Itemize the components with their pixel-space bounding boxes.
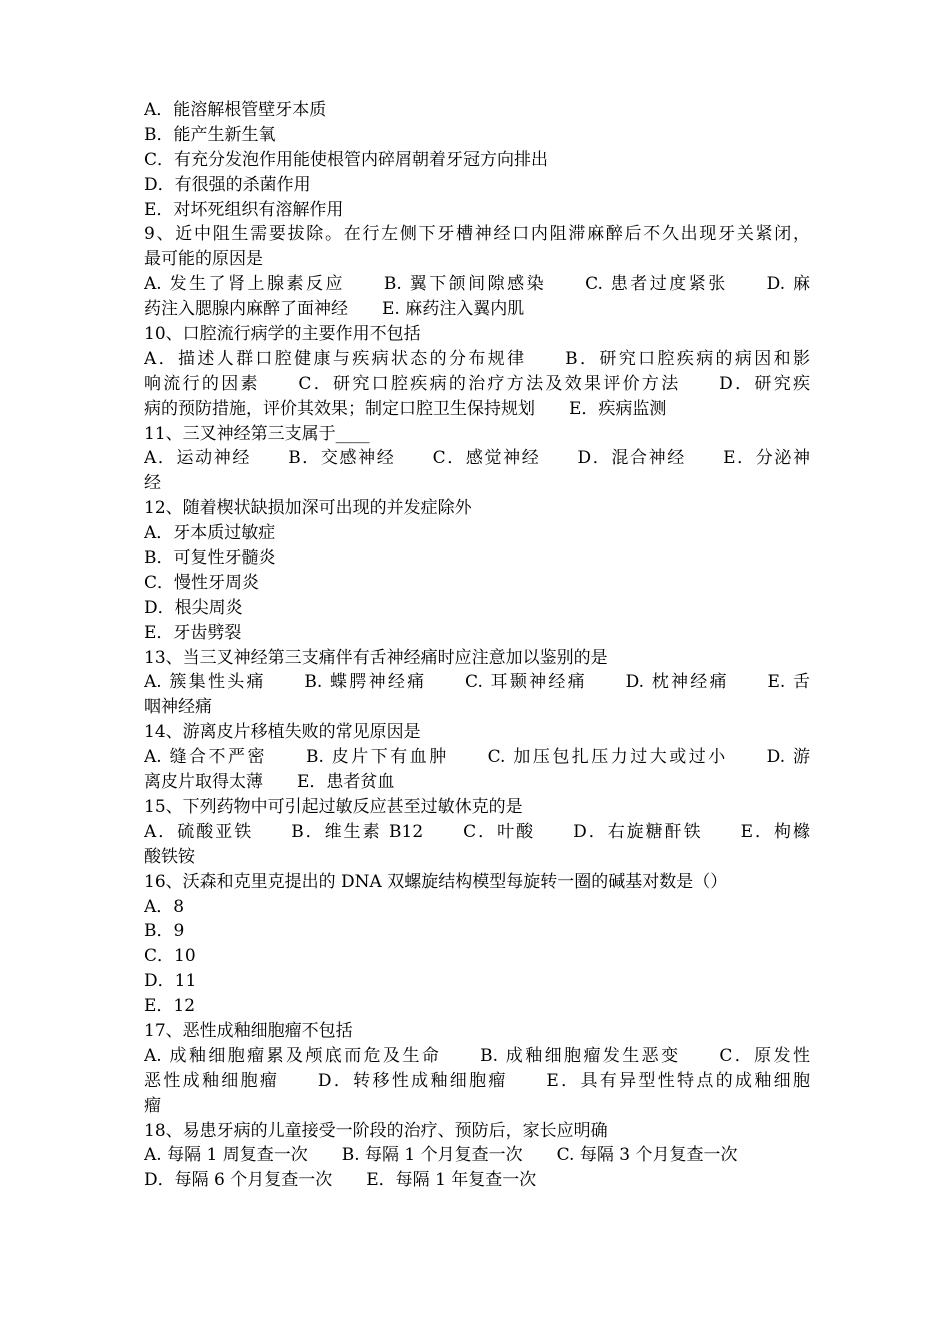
text-line: A．牙本质过敏症: [144, 523, 276, 544]
text-line: A. 每隔 1 周复查一次 B. 每隔 1 个月复查一次 C. 每隔 3 个月复查一次: [144, 1145, 738, 1166]
text-line: A．硫酸亚铁 B．维生素 B12 C．叶酸 D．右旋糖酐铁 E．枸橼: [144, 821, 810, 842]
document-page: [144, 98, 810, 1193]
text-line: 咽神经痛: [144, 697, 212, 718]
text-line: 响流行的因素 C．研究口腔疾病的治疗方法及效果评价方法 D．研究疾: [144, 373, 810, 394]
text-line: C．有充分发泡作用能使根管内碎屑朝着牙冠方向排出: [144, 149, 549, 170]
text-line: C．10: [144, 946, 196, 967]
text-line: D．11: [144, 971, 197, 992]
text-line: A. 簇集性头痛 B. 蝶腭神经痛 C. 耳颞神经痛 D. 枕神经痛 E. 舌: [144, 672, 810, 693]
text-line: 17、恶性成釉细胞瘤不包括: [144, 1020, 353, 1041]
text-line: D．有很强的杀菌作用: [144, 174, 311, 195]
text-line: A. 缝合不严密 B. 皮片下有血肿 C. 加压包扎压力过大或过小 D. 游: [144, 747, 810, 768]
text-line: 11、三叉神经第三支属于____: [144, 423, 370, 444]
text-line: D．根尖周炎: [144, 597, 243, 618]
text-line: 药注入腮腺内麻醉了面神经 E. 麻药注入翼内肌: [144, 299, 525, 320]
text-line: A. 成釉细胞瘤累及颅底而危及生命 B. 成釉细胞瘤发生恶变 C．原发性: [144, 1045, 810, 1066]
text-line: B．能产生新生氧: [144, 124, 276, 145]
text-line: B．9: [144, 921, 185, 942]
text-line: 15、下列药物中可引起过敏反应甚至过敏休克的是: [144, 796, 523, 817]
text-line: 14、游离皮片移植失败的常见原因是: [144, 722, 421, 743]
text-line: 12、随着楔状缺损加深可出现的并发症除外: [144, 498, 472, 519]
text-line: A．描述人群口腔健康与疾病状态的分布规律 B．研究口腔疾病的病因和影: [144, 348, 810, 369]
text-line: E．对坏死组织有溶解作用: [144, 199, 344, 220]
text-line: 酸铁铵: [144, 846, 195, 867]
text-line: 最可能的原因是: [144, 249, 263, 270]
text-line: A. 发生了肾上腺素反应 B. 翼下颌间隙感染 C. 患者过度紧张 D. 麻: [144, 274, 810, 295]
text-line: D．每隔 6 个月复查一次 E．每隔 1 年复查一次: [144, 1170, 537, 1191]
text-line: A．运动神经 B．交感神经 C．感觉神经 D．混合神经 E．分泌神: [144, 448, 810, 469]
text-line: C．慢性牙周炎: [144, 572, 260, 593]
text-line: E．牙齿劈裂: [144, 622, 242, 643]
text-line: E．12: [144, 996, 196, 1017]
text-line: 瘤: [144, 1095, 161, 1116]
text-line: 16、沃森和克里克提出的 DNA 双螺旋结构模型每旋转一圈的碱基对数是（）: [144, 871, 728, 892]
text-line: 经: [144, 473, 161, 494]
text-line: B．可复性牙髓炎: [144, 548, 276, 569]
text-line: A．能溶解根管壁牙本质: [144, 100, 327, 120]
text-line: 18、易患牙病的儿童接受一阶段的治疗、预防后，家长应明确: [144, 1120, 608, 1141]
text-line: 病的预防措施，评价其效果；制定口腔卫生保持规划 E．疾病监测: [144, 398, 667, 419]
text-line: 恶性成釉细胞瘤 D．转移性成釉细胞瘤 E．具有异型性特点的成釉细胞: [144, 1070, 810, 1091]
text-line: 9、近中阻生需要拔除。在行左侧下牙槽神经口内阻滞麻醉后不久出现牙关紧闭，: [144, 224, 810, 245]
text-line: 离皮片取得太薄 E．患者贫血: [144, 772, 395, 793]
text-line: A．8: [144, 896, 185, 917]
text-line: 13、当三叉神经第三支痛伴有舌神经痛时应注意加以鉴别的是: [144, 647, 608, 668]
text-line: 10、口腔流行病学的主要作用不包括: [144, 324, 421, 345]
